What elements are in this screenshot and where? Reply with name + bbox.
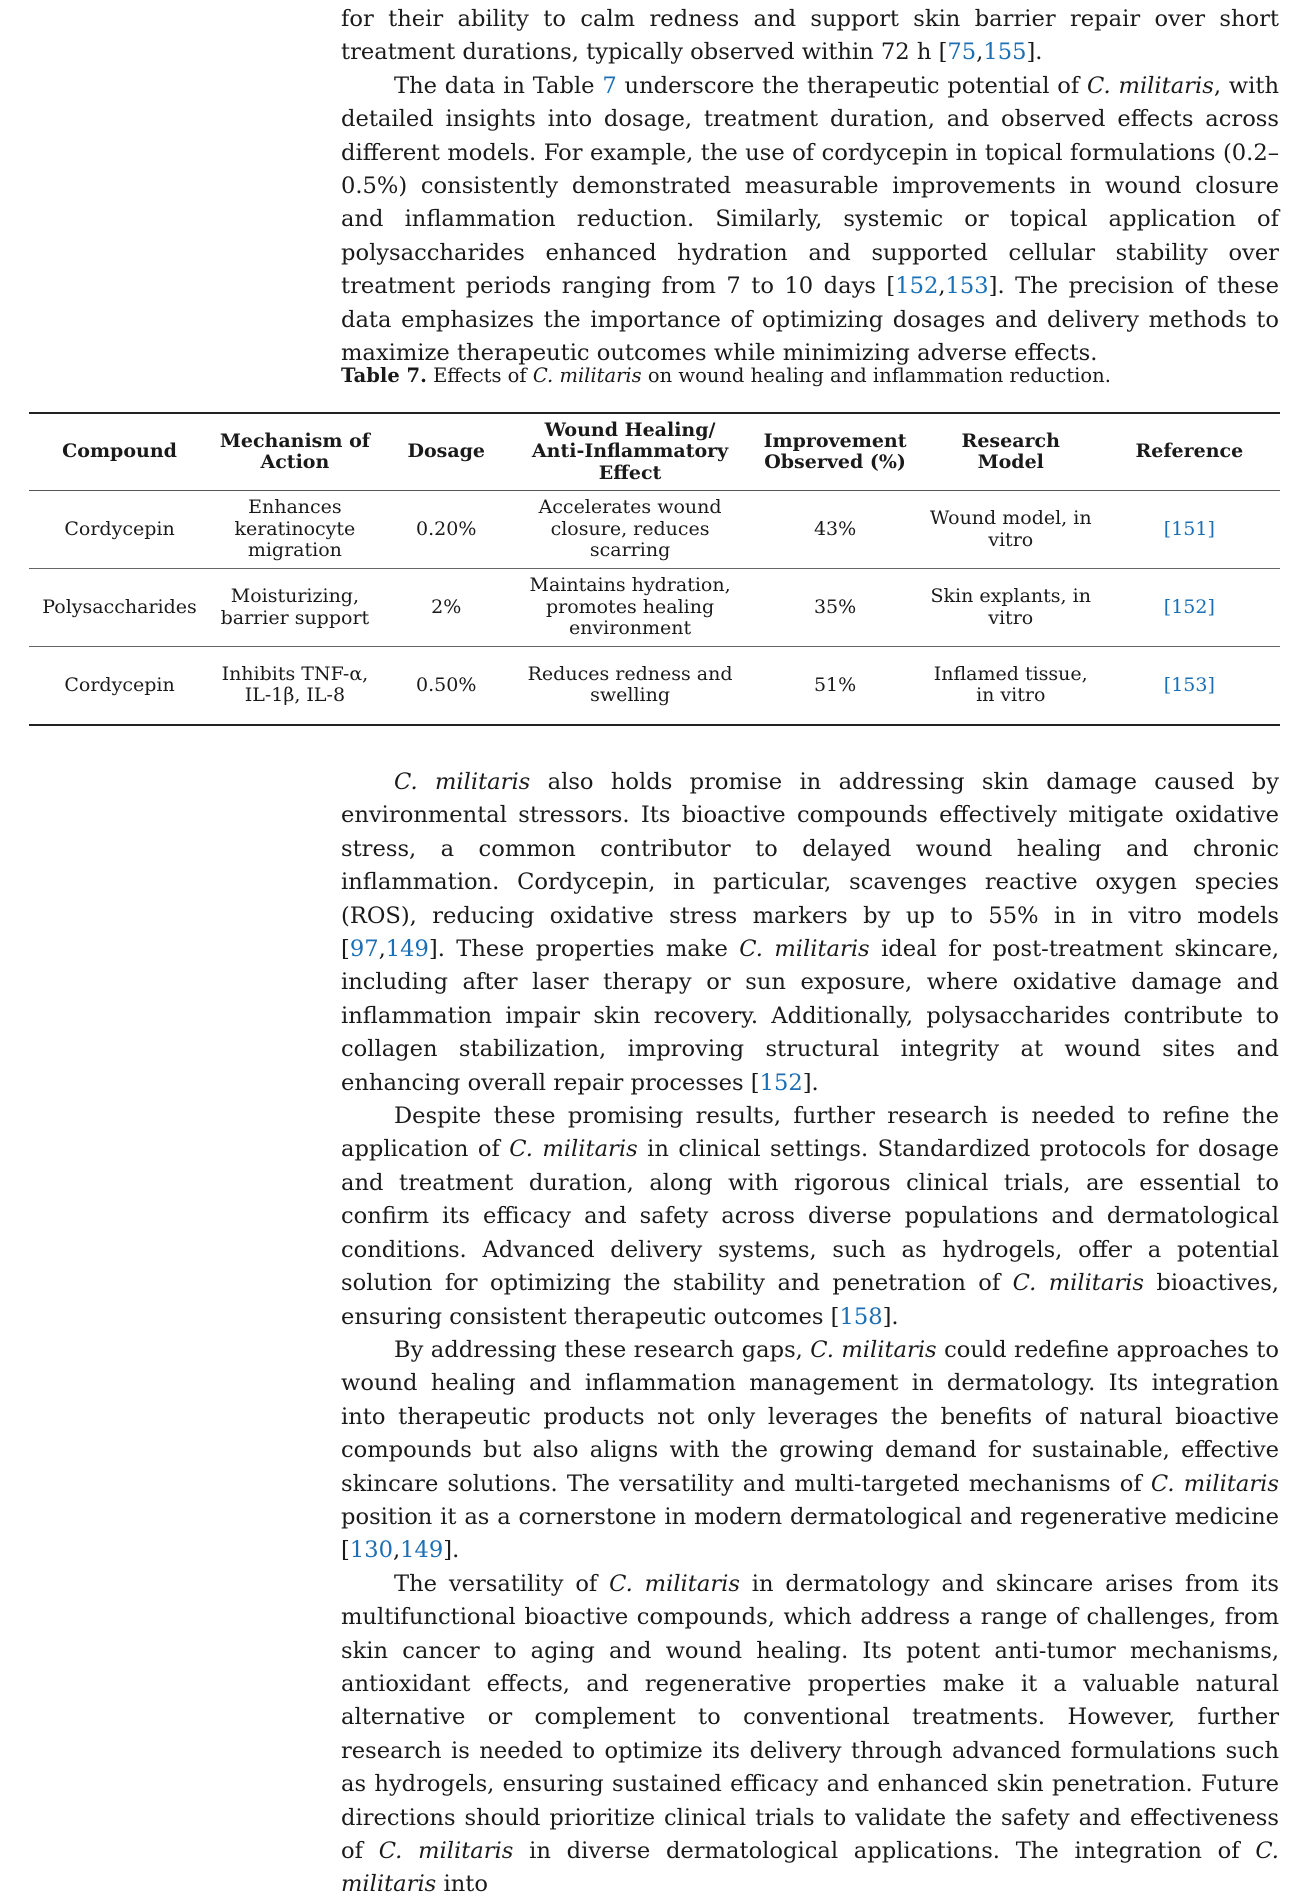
species-name: C. militaris bbox=[532, 364, 642, 387]
table-header-row bbox=[29, 413, 1280, 491]
species-name: C. militaris bbox=[341, 1838, 1279, 1898]
table-row bbox=[29, 569, 1280, 647]
citation-link[interactable]: 155 bbox=[983, 39, 1027, 66]
table-label: Table 7. bbox=[341, 364, 427, 387]
table-cell: Maintains hydration, promotes healing environment bbox=[529, 574, 731, 640]
text-run: in diverse dermatological applications. The integration of bbox=[513, 1838, 1256, 1864]
text-run: ]. The precision of these data emphasizes the importance of optimizing dosages and delivery methods to maximize therapeutic outcomes while minimizing adverse effects. bbox=[341, 273, 1279, 367]
text-run: ]. bbox=[802, 1069, 819, 1096]
column-header: Mechanism of Action bbox=[219, 429, 370, 473]
citation-link[interactable]: 149 bbox=[400, 1537, 444, 1564]
table-cell: 51% bbox=[813, 673, 857, 696]
column-header: Improvement Observed (%) bbox=[763, 429, 907, 473]
citation-link[interactable]: 152 bbox=[895, 273, 939, 300]
text-run: ]. bbox=[443, 1537, 460, 1564]
table-cell: Skin explants, in vitro bbox=[930, 585, 1091, 629]
species-name: C. militaris bbox=[378, 1838, 514, 1864]
table-cell: Polysaccharides bbox=[42, 595, 197, 618]
text-run: , bbox=[392, 1537, 401, 1564]
table-cell: Cordycepin bbox=[64, 517, 175, 540]
text-run: , bbox=[938, 273, 946, 300]
table-cell: 35% bbox=[813, 595, 857, 618]
text-run: The versatility of bbox=[394, 1570, 610, 1597]
text-run: The data in Table bbox=[394, 72, 603, 99]
text-run: into bbox=[436, 1871, 488, 1898]
paragraph-versatility bbox=[341, 1568, 1279, 1902]
citation-link[interactable]: 158 bbox=[839, 1303, 883, 1330]
column-header: Reference bbox=[1135, 440, 1244, 463]
text-run: , with detailed insights into dosage, treatment duration, and observed effects across different models. For example, the use of cordycepin in topical formulations (0.2–0.5%) consistently demonstrated measurable improvements in wound closure and inflammation reduction. Similarly, systemic or topical application of polysaccharides enhanced hydration and supported cellular stability over treatment periods ranging from 7 to 10 days [ bbox=[341, 72, 1280, 300]
citation-link[interactable]: 75 bbox=[947, 39, 977, 66]
text-run: , bbox=[976, 39, 984, 66]
species-name: C. militaris bbox=[739, 936, 870, 963]
body-text-bottom bbox=[341, 766, 1279, 1902]
table-cell: 0.50% bbox=[416, 673, 477, 696]
paragraph-environmental-stressors bbox=[341, 766, 1279, 1100]
table-cell-reference[interactable]: [153] bbox=[1163, 673, 1215, 696]
text-run: By addressing these research gaps, bbox=[394, 1336, 811, 1363]
effects-table bbox=[29, 412, 1280, 726]
text-run: Despite these promising results, further research is needed to refine the application of bbox=[341, 1103, 1279, 1163]
paragraph-top-continuation bbox=[341, 3, 1279, 70]
species-name: C. militaris bbox=[394, 769, 531, 795]
table-cell-reference[interactable]: [151] bbox=[1163, 517, 1215, 540]
body-text-top bbox=[341, 3, 1279, 370]
column-header: Dosage bbox=[407, 440, 485, 463]
table-cell: Cordycepin bbox=[64, 673, 175, 696]
text-run: could redefine approaches to wound healing and inflammation management in dermatology. Its integration into therapeutic products not only leverages the benefits of natural bioactive compounds but also aligns with the growing demand for sustainable, effective skincare solutions. The versatility and multi-targeted mechanisms of bbox=[341, 1336, 1279, 1497]
text-run: bioactives, ensuring consistent therapeutic outcomes [ bbox=[341, 1270, 1279, 1330]
text-run: ideal for post-treatment skincare, including after laser therapy or sun exposure, where oxidative damage and inflammation impair skin recovery. Additionally, polysaccharides contribute to collagen stabilization, improving structural integrity at wound sites and enhancing overall repair processes [ bbox=[341, 936, 1280, 1096]
text-run: underscore the therapeutic potential of bbox=[616, 72, 1088, 99]
text-run: , bbox=[378, 936, 386, 963]
species-name: C. militaris bbox=[1087, 72, 1214, 99]
species-name: C. militaris bbox=[1150, 1470, 1279, 1497]
text-run: for their ability to calm redness and support skin barrier repair over short treatment durations, typically observed within 72 h [ bbox=[341, 6, 1279, 66]
table-caption bbox=[341, 362, 1111, 390]
paragraph-further-research bbox=[341, 1100, 1279, 1334]
citation-link[interactable]: 153 bbox=[945, 273, 989, 300]
citation-link[interactable]: 149 bbox=[385, 936, 429, 963]
table-cell: Wound model, in vitro bbox=[929, 507, 1092, 551]
table-link[interactable]: 7 bbox=[602, 72, 617, 99]
table-cell: Inflamed tissue, in vitro bbox=[933, 662, 1088, 707]
paragraph-research-gaps bbox=[341, 1334, 1279, 1568]
table-row bbox=[29, 647, 1280, 725]
text-run: ]. bbox=[1026, 39, 1043, 66]
text-run: in dermatology and skincare arises from its multifunctional bioactive compounds, which address a range of challenges, from skin cancer to aging and wound healing. Its potent anti-tumor mechanisms, antioxidant effects, and regenerative properties make it a valuable natural alternative or complement to conventional treatments. However, further research is needed to optimize its delivery through advanced formulations such as hydrogels, ensuring sustained efficacy and enhanced skin penetration. Future directions should prioritize clinical trials to validate the safety and effectiveness of bbox=[341, 1570, 1279, 1864]
citation-link[interactable]: 130 bbox=[349, 1537, 393, 1564]
column-header: Research Model bbox=[961, 429, 1060, 473]
table-cell-reference[interactable]: [152] bbox=[1163, 595, 1215, 618]
table-cell: Reduces redness and swelling bbox=[527, 662, 733, 707]
text-run: in clinical settings. Standardized protocols for dosage and treatment duration, along with rigorous clinical trials, are essential to confirm its efficacy and safety across diverse populations and dermatological conditions. Advanced delivery systems, such as hydrogels, offer a potential solution for optimizing the stability and penetration of bbox=[341, 1136, 1279, 1297]
text-run: position it as a cornerstone in modern dermatological and regenerative medicine [ bbox=[341, 1503, 1279, 1564]
species-name: C. militaris bbox=[509, 1136, 638, 1163]
table-cell: 43% bbox=[813, 517, 857, 540]
text-run: also holds promise in addressing skin damage caused by environmental stressors. Its bioactive compounds effectively mitigate oxidative stress, a common contributor to delayed wound healing and chronic inflammation. Cordycepin, in particular, scavenges reactive oxygen species (ROS), reducing oxidative stress markers by up to 55% in in vitro models [ bbox=[341, 769, 1279, 963]
table-cell: Enhances keratinocyte migration bbox=[234, 496, 356, 562]
table-cell: Inhibits TNF-α, IL-1β, IL-8 bbox=[221, 662, 369, 707]
table-cell: 2% bbox=[431, 595, 462, 618]
text-run: ]. bbox=[882, 1303, 899, 1330]
table-cell: Moisturizing, barrier support bbox=[220, 585, 370, 629]
text-run: on wound healing and inflammation reduction. bbox=[641, 364, 1111, 387]
paragraph-table7-discussion bbox=[341, 70, 1279, 371]
species-name: C. militaris bbox=[609, 1570, 740, 1597]
table-cell: Accelerates wound closure, reduces scarring bbox=[538, 496, 722, 562]
table-row bbox=[29, 491, 1280, 569]
table-cell: 0.20% bbox=[416, 517, 477, 540]
species-name: C. militaris bbox=[1012, 1270, 1144, 1297]
citation-link[interactable]: 152 bbox=[759, 1069, 803, 1096]
species-name: C. militaris bbox=[810, 1336, 937, 1363]
text-run: ]. These properties make bbox=[428, 936, 740, 963]
column-header: Compound bbox=[62, 440, 177, 463]
citation-link[interactable]: 97 bbox=[349, 936, 379, 963]
column-header: Wound Healing/ Anti-Inflammatory Effect bbox=[531, 418, 729, 484]
text-run: Effects of bbox=[426, 364, 533, 387]
